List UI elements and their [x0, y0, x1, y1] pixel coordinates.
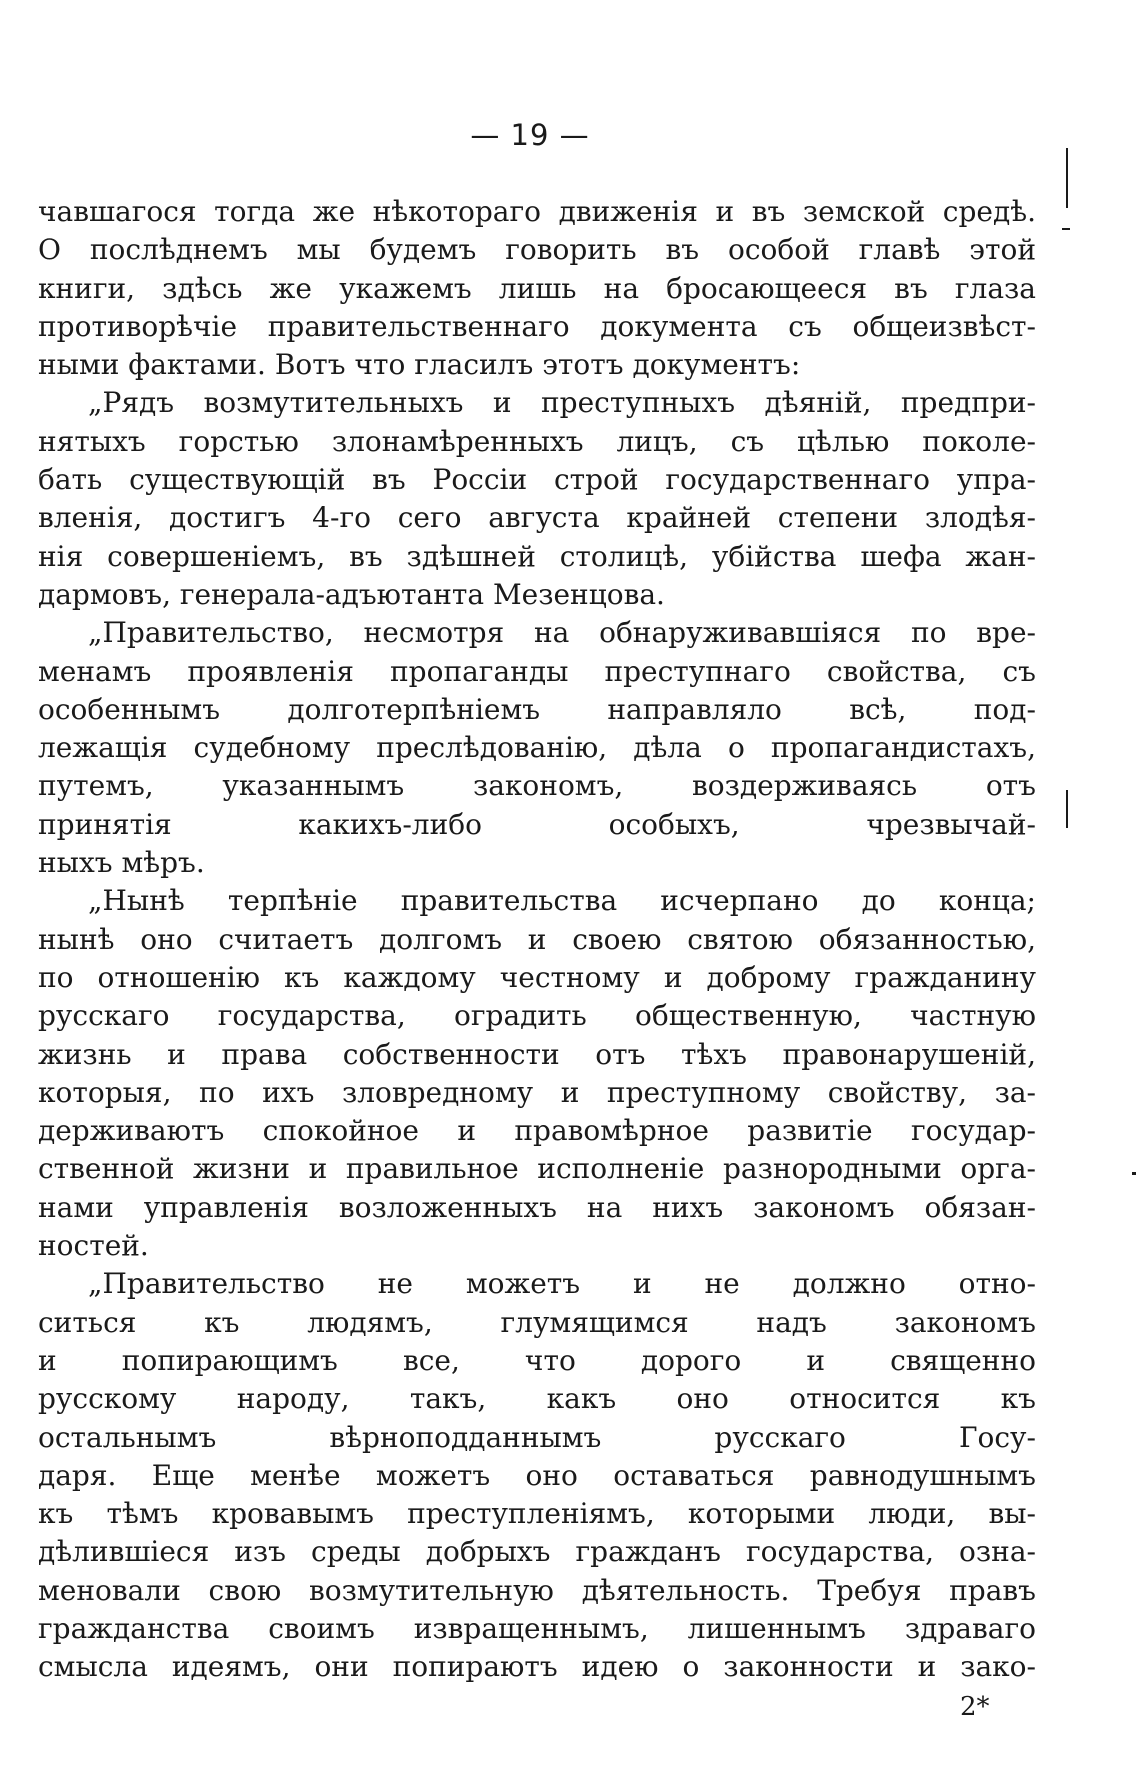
text-line: даря. Еще менѣе можетъ оно оставаться равнодушнымъ [38, 1458, 1036, 1492]
margin-mark [1132, 1172, 1136, 1175]
body-text [38, 193, 1036, 1687]
text-line: лежащія судебному преслѣдованію, дѣла о пропагандистахъ, [38, 731, 1036, 765]
text-line: нія совершеніемъ, въ здѣшней столицѣ, убійства шефа жан- [38, 539, 1036, 573]
text-line: книги, здѣсь же укажемъ лишь на бросающееся въ глаза [38, 271, 1036, 305]
text-line: нынѣ оно считаетъ долгомъ и своею святою обязанностью, [38, 922, 1036, 956]
margin-mark [1062, 228, 1070, 230]
text-line: противорѣчіе правительственнаго документа съ общеизвѣст- [38, 309, 1036, 343]
text-line: которыя, по ихъ зловредному и преступному свойству, за- [38, 1075, 1036, 1109]
text-line: нами управленія возложенныхъ на нихъ закономъ обязан- [38, 1190, 1036, 1224]
text-line: ными фактами. Вотъ что гласилъ этотъ документъ: [38, 348, 801, 382]
text-line: дѣлившіеся изъ среды добрыхъ гражданъ государства, озна- [38, 1535, 1036, 1569]
text-line: ностей. [38, 1229, 149, 1263]
text-line: бать существующій въ Россіи строй государственнаго упра- [38, 463, 1036, 497]
text-line: нятыхъ горстью злонамѣренныхъ лицъ, съ цѣлью поколе- [38, 424, 1036, 458]
text-line: вленія, достигъ 4-го сего августа крайней степени злодѣя- [38, 501, 1036, 535]
text-line: О послѣднемъ мы будемъ говорить въ особой главѣ этой [38, 233, 1036, 267]
text-line: „Рядъ возмутительныхъ и преступныхъ дѣяній, предпри- [88, 386, 1036, 420]
text-line: гражданства своимъ извращеннымъ, лишеннымъ здраваго [38, 1611, 1036, 1645]
margin-mark [1066, 148, 1068, 208]
text-line: русскому народу, такъ, какъ оно относится къ [38, 1382, 1036, 1416]
text-line: меновали свою возмутительную дѣятельность. Требуя правъ [38, 1573, 1036, 1607]
text-line: русскаго государства, оградить общественную, частную [38, 999, 1036, 1033]
text-line: „Нынѣ терпѣніе правительства исчерпано до конца; [88, 884, 1036, 918]
text-line: смысла идеямъ, они попираютъ идею о законности и зако- [38, 1650, 1036, 1684]
page-number: — 19 — [470, 118, 590, 152]
text-line: „Правительство, несмотря на обнаруживавшіяся по вре- [88, 616, 1036, 650]
printer-signature-mark: 2* [960, 1692, 990, 1722]
text-line: „Правительство не можетъ и не должно отно- [88, 1267, 1036, 1301]
text-line: по отношенію къ каждому честному и доброму гражданину [38, 960, 1036, 994]
text-line: къ тѣмъ кровавымъ преступленіямъ, которыми люди, вы- [38, 1497, 1036, 1531]
text-line: принятія какихъ-либо особыхъ, чрезвычай- [38, 807, 1036, 841]
text-line: ситься къ людямъ, глумящимся надъ закономъ [38, 1305, 1036, 1339]
text-line: чавшагося тогда же нѣкотораго движенія и въ земской средѣ. [38, 195, 1036, 228]
text-line: ственной жизни и правильное исполненіе разнородными орга- [38, 1152, 1036, 1186]
text-line: жизнь и права собственности отъ тѣхъ правонарушеній, [38, 1037, 1036, 1071]
text-line: держиваютъ спокойное и правомѣрное развитіе государ- [38, 1114, 1036, 1148]
text-line: менамъ проявленія пропаганды преступнаго свойства, съ [38, 654, 1036, 688]
text-line: и попирающимъ все, что дорого и священно [38, 1343, 1036, 1377]
text-line: путемъ, указаннымъ закономъ, воздерживаясь отъ [38, 769, 1036, 803]
text-line: особеннымъ долготерпѣніемъ направляло всѣ, под- [38, 692, 1036, 726]
margin-mark [1066, 790, 1068, 828]
text-line: ныхъ мѣръ. [38, 846, 205, 880]
text-line: остальнымъ вѣрноподданнымъ русскаго Госу- [38, 1420, 1036, 1454]
text-line: дармовъ, генерала-адъютанта Мезенцова. [38, 577, 665, 611]
